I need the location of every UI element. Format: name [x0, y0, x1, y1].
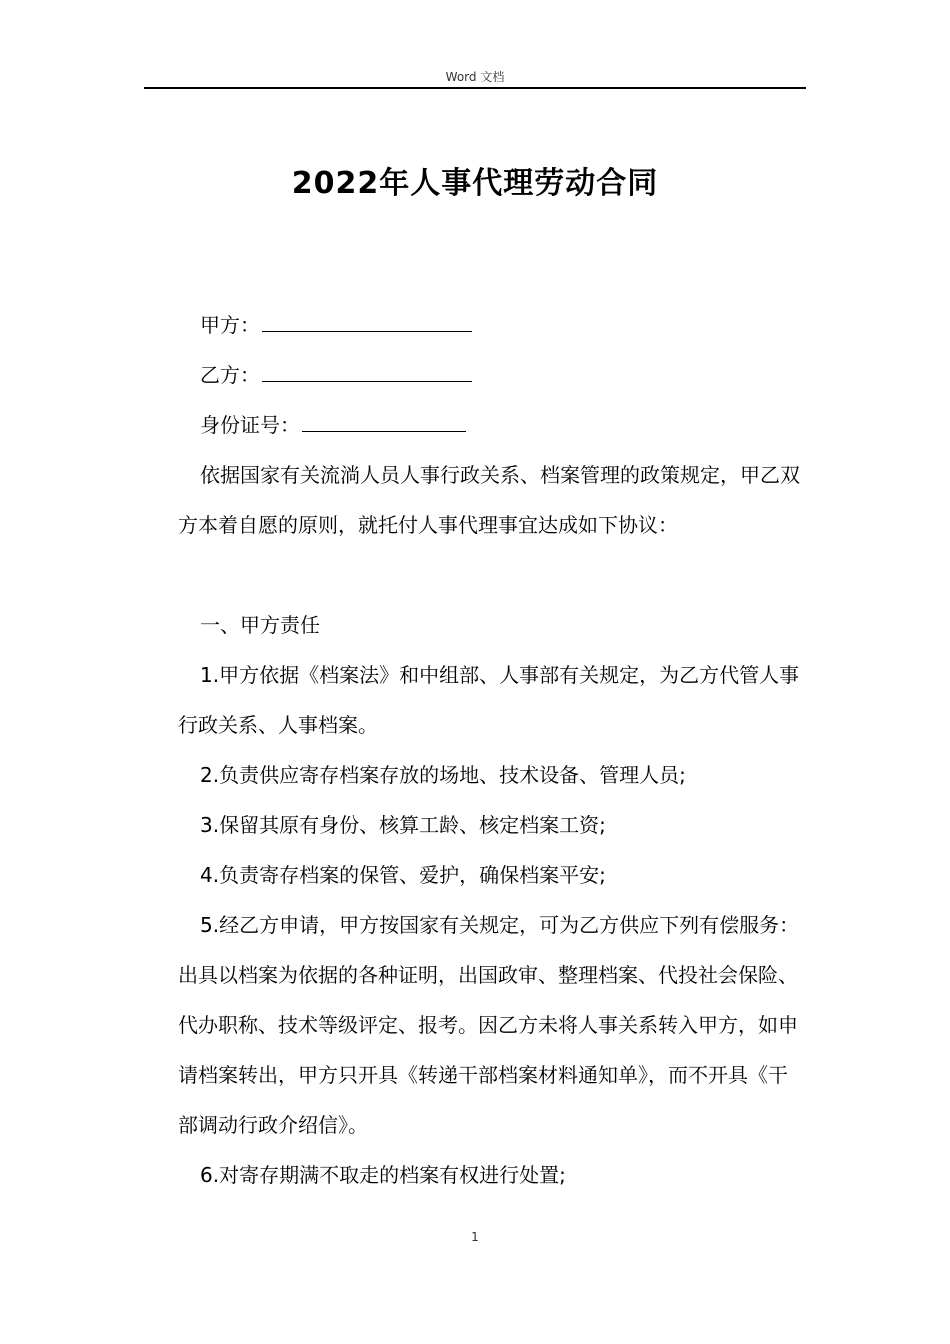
party-b-field [178, 350, 806, 400]
page-number: 1 [471, 1230, 479, 1244]
party-a-blank[interactable] [262, 309, 472, 332]
intro-paragraph: 依据国家有关流淌人员人事行政关系、档案管理的政策规定，甲乙双方本着自愿的原则，就托付人事代理事宜达成如下协议： [178, 463, 800, 537]
clause-item: 1.甲方依据《档案法》和中组部、人事部有关规定，为乙方代管人事行政关系、人事档案。 [178, 663, 800, 737]
clause-item: 5.经乙方申请，甲方按国家有关规定，可为乙方供应下列有偿服务：出具以档案为依据的各种证明，出国政审、整理档案、代投社会保险、代办职称、技术等级评定、报考。因乙方未将人事关系转入甲方，如申请档案转出，甲方只开具《转递干部档案材料通知单》，而不开具《干部调动行政介绍信》。 [178, 913, 800, 1137]
party-b-blank[interactable] [262, 359, 472, 382]
clause-item: 2.负责供应寄存档案存放的场地、技术设备、管理人员; [200, 763, 686, 787]
party-a-field [178, 300, 806, 350]
clause-item: 4.负责寄存档案的保管、爱护，确保档案平安; [200, 863, 606, 887]
spacer [178, 550, 806, 600]
clause-item: 3.保留其原有身份、核算工龄、核定档案工资; [200, 813, 606, 837]
section-heading: 一、甲方责任 [200, 613, 320, 637]
id-number-blank[interactable] [302, 409, 466, 432]
page-header-label: Word 文档 [445, 70, 505, 84]
id-number-field [178, 400, 806, 450]
document-body [178, 300, 806, 1200]
header-divider [144, 87, 806, 89]
party-b-label: 乙方： [200, 363, 260, 387]
party-a-label: 甲方： [200, 313, 260, 337]
clause-item: 6.对寄存期满不取走的档案有权进行处置; [200, 1163, 566, 1187]
document-title: 2022年人事代理劳动合同 [291, 166, 659, 201]
id-number-label: 身份证号： [200, 413, 300, 437]
